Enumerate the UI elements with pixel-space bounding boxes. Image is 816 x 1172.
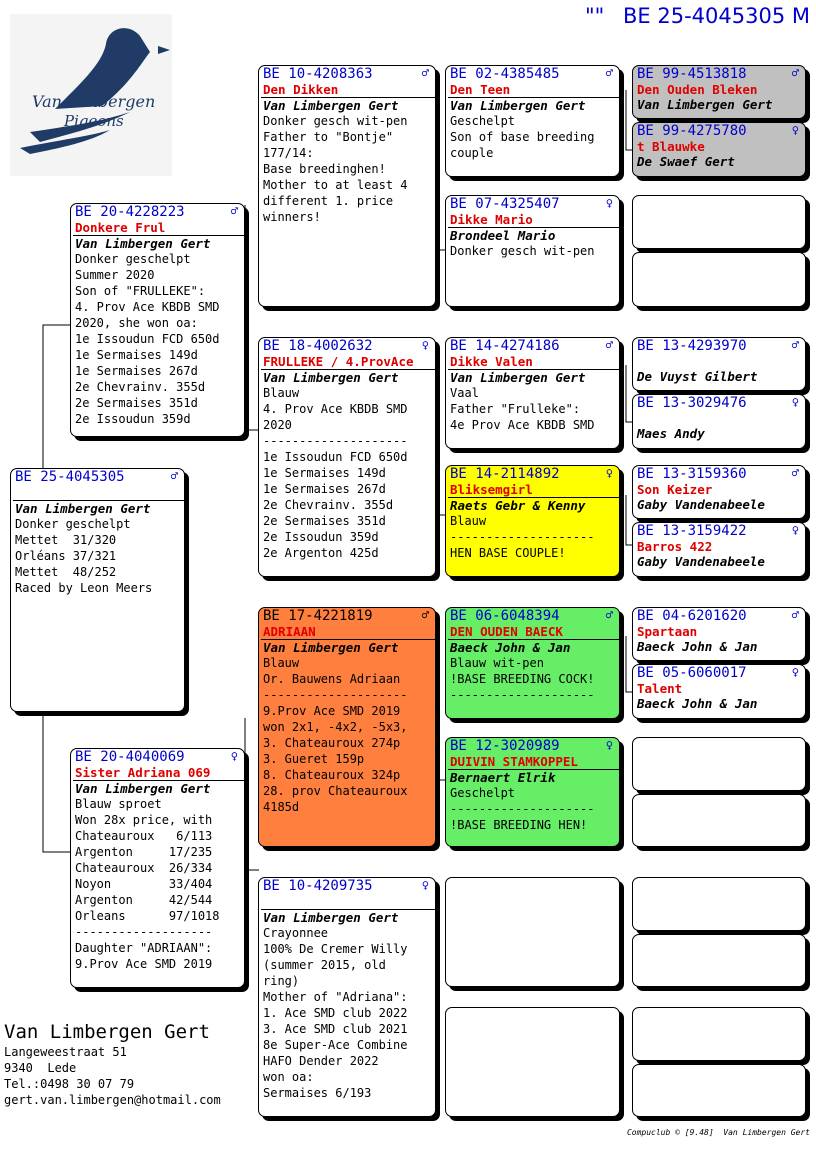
bird-owner: Bernaert Elrik (450, 770, 556, 785)
female-icon: ♀ (605, 466, 613, 480)
bird-name: Barros 422 (637, 539, 713, 554)
bird-ring: BE 07-4325407 ♀ (450, 196, 613, 212)
bird-card-empty (632, 1007, 806, 1061)
bird-card-empty (445, 877, 620, 987)
bird-owner: Van Limbergen Gert (450, 370, 586, 385)
bird-card-g5[interactable] (632, 337, 806, 391)
bird-owner: Gaby Vandenabeele (637, 554, 765, 569)
bird-name: ADRIAAN (263, 624, 316, 639)
bird-name: Son Keizer (637, 482, 713, 497)
bird-name (11, 486, 184, 500)
bird-card-g8[interactable] (632, 522, 806, 577)
bird-ring: BE 06-6048394 ♂ (450, 608, 613, 624)
male-icon: ♂ (230, 204, 238, 218)
logo-text-1: Van Limbergen (32, 92, 156, 111)
bird-name: DUIVIN STAMKOPPEL (450, 754, 578, 769)
bird-owner: Gaby Vandenabeele (637, 497, 765, 512)
bird-card-g10[interactable] (632, 664, 806, 719)
bird-owner: Van Limbergen Gert (263, 910, 399, 925)
bird-owner: Van Limbergen Gert (75, 781, 211, 796)
bird-owner: Baeck John & Jan (637, 696, 758, 711)
bird-card-g1[interactable] (632, 65, 806, 119)
bird-notes: Blauw wit-pen !BASE BREEDING COCK! -------------------- (450, 656, 595, 702)
bird-notes: Blauw sproet Won 28x price, with Chateauroux 6/113 Argenton 17/235 Chateauroux 26/334 Noyon 33/404 Argenton 42/544 Orleans 97/1018 ------------------- Daughter "ADRIAAN": 9.Prov Ace SMD 2019 (75, 797, 220, 971)
bird-name: Bliksemgirl (450, 482, 533, 497)
male-icon: ♂ (605, 608, 613, 622)
bird-card-mother[interactable] (70, 748, 245, 988)
bird-card-g2[interactable] (632, 122, 806, 177)
bird-name (633, 412, 805, 426)
bird-name: Donkere Frul (75, 220, 166, 235)
bird-owner: Van Limbergen Gert (450, 98, 586, 113)
bird-owner: Van Limbergen Gert (637, 97, 773, 112)
bird-owner: Baeck John & Jan (637, 639, 758, 654)
female-icon: ♀ (791, 123, 799, 137)
bird-ring: BE 13-4293970 ♂ (637, 338, 799, 354)
header-quote: "" (585, 4, 605, 28)
logo (10, 14, 172, 176)
bird-card-ff[interactable] (258, 65, 436, 307)
logo-text-2: Pigeons (64, 112, 124, 130)
bird-name: Talent (637, 681, 683, 696)
bird-name: Sister Adriana 069 (75, 765, 211, 780)
footer-credit: Compuclub © [9.48] Van Limbergen Gert (626, 1128, 810, 1137)
breeder-email[interactable]: gert.van.limbergen@hotmail.com (4, 1093, 221, 1107)
bird-name: t Blauwke (637, 139, 705, 154)
bird-card-g6[interactable] (632, 394, 806, 449)
bird-ring: BE 99-4513818 ♂ (637, 66, 799, 82)
bird-notes: Crayonnee 100% De Cremer Willy (summer 2015, old ring) Mother of "Adriana": 1. Ace SMD club 2022 3. Ace SMD club 2021 8e Super-Ace Combine HAFO Dender 2022 won oa: Sermaises 6/193 (263, 926, 408, 1100)
bird-name: Dikke Valen (450, 354, 533, 369)
bird-ring: BE 25-4045305 ♂ (15, 469, 178, 485)
female-icon: ♀ (421, 878, 429, 892)
bird-owner: Van Limbergen Gert (263, 640, 399, 655)
bird-name: FRULLEKE / 4.ProvAce (263, 354, 414, 369)
bird-card-mff[interactable] (445, 607, 620, 719)
bird-card-empty (632, 195, 806, 249)
bird-owner: Maes Andy (637, 426, 705, 441)
bird-ring: BE 10-4209735 ♀ (263, 878, 429, 894)
bird-name: Den Ouden Bleken (637, 82, 758, 97)
male-icon: ♂ (791, 466, 799, 480)
bird-card-empty (632, 737, 806, 791)
bird-notes: Geschelpt Son of base breeding couple (450, 114, 595, 160)
male-icon: ♂ (605, 338, 613, 352)
bird-owner: Raets Gebr & Kenny (450, 498, 586, 513)
bird-name (633, 355, 805, 369)
breeder-name: Van Limbergen Gert (4, 1021, 210, 1043)
bird-card-empty (632, 934, 806, 987)
bird-notes: Blauw 4. Prov Ace KBDB SMD 2020 -------------------- 1e Issoudun FCD 650d 1e Sermaises 149d 1e Sermaises 267d 2e Chevrainv. 355d 2e Sermaises 351d 2e Issoudun 359d 2e Argenton 425d (263, 386, 408, 560)
bird-owner: Van Limbergen Gert (263, 98, 399, 113)
bird-name (259, 895, 435, 909)
bird-ring: BE 13-3159360 ♂ (637, 466, 799, 482)
bird-card-empty (632, 794, 806, 847)
bird-card-empty (632, 252, 806, 307)
male-icon: ♂ (605, 66, 613, 80)
bird-ring: BE 17-4221819 ♂ (263, 608, 429, 624)
bird-owner: Van Limbergen Gert (75, 236, 211, 251)
bird-notes: Donker gesch wit-pen (450, 244, 595, 258)
breeder-city: 9340 Lede (4, 1061, 77, 1075)
female-icon: ♀ (791, 395, 799, 409)
breeder-info (4, 1020, 221, 1108)
bird-card-fmm[interactable] (445, 465, 620, 577)
male-icon: ♂ (421, 608, 429, 622)
bird-ring: BE 99-4275780 ♀ (637, 123, 799, 139)
bird-ring: BE 10-4208363 ♂ (263, 66, 429, 82)
bird-card-mf[interactable] (258, 607, 436, 847)
bird-ring: BE 04-6201620 ♂ (637, 608, 799, 624)
female-icon: ♀ (605, 738, 613, 752)
bird-notes: Donker geschelpt Summer 2020 Son of "FRULLEKE": 4. Prov Ace KBDB SMD 2020, she won oa: 1e Issoudun FCD 650d 1e Sermaises 149d 1e Sermaises 267d 2e Chevrainv. 355d 2e Sermaises 351d 2e Issoudun 359d (75, 252, 220, 426)
breeder-street: Langeweestraat 51 (4, 1045, 127, 1059)
bird-owner: De Swaef Gert (637, 154, 735, 169)
bird-ring: BE 05-6060017 ♀ (637, 665, 799, 681)
bird-notes: Donker gesch wit-pen Father to "Bontje" 177/14: Base breedinghen! Mother to at least 4 different 1. price winners! (263, 114, 408, 224)
bird-name: Den Dikken (263, 82, 339, 97)
bird-card-fmf[interactable] (445, 337, 620, 449)
pedigree-header (585, 4, 810, 28)
bird-ring: BE 14-4274186 ♂ (450, 338, 613, 354)
bird-owner: Baeck John & Jan (450, 640, 571, 655)
bird-ring: BE 12-3020989 ♀ (450, 738, 613, 754)
female-icon: ♀ (791, 523, 799, 537)
bird-name: Den Teen (450, 82, 511, 97)
bird-card-mm[interactable] (258, 877, 436, 1117)
bird-card-g7[interactable] (632, 465, 806, 519)
bird-owner: Van Limbergen Gert (15, 501, 151, 516)
bird-name: Dikke Mario (450, 212, 533, 227)
bird-ring: BE 13-3029476 ♀ (637, 395, 799, 411)
bird-card-empty (632, 1064, 806, 1117)
bird-ring: BE 14-2114892 ♀ (450, 466, 613, 482)
bird-owner: Brondeel Mario (450, 228, 556, 243)
bird-notes: Geschelpt -------------------- !BASE BREEDING HEN! (450, 786, 595, 832)
bird-card-father[interactable] (70, 203, 245, 437)
bird-card-empty (632, 877, 806, 931)
bird-notes: Blauw -------------------- HEN BASE COUPLE! (450, 514, 595, 560)
bird-card-main[interactable] (10, 468, 185, 712)
bird-ring: BE 18-4002632 ♀ (263, 338, 429, 354)
male-icon: ♂ (791, 608, 799, 622)
male-icon: ♂ (791, 66, 799, 80)
bird-ring: BE 13-3159422 ♀ (637, 523, 799, 539)
male-icon: ♂ (421, 66, 429, 80)
bird-notes: Vaal Father "Frulleke": 4e Prov Ace KBDB SMD (450, 386, 595, 432)
bird-ring: BE 20-4228223 ♂ (75, 204, 238, 220)
bird-owner: Van Limbergen Gert (263, 370, 399, 385)
female-icon: ♀ (605, 196, 613, 210)
male-icon: ♂ (791, 338, 799, 352)
bird-notes: Donker geschelpt Mettet 31/320 Orléans 37/321 Mettet 48/252 Raced by Leon Meers (15, 517, 153, 595)
bird-ring: BE 20-4040069 ♀ (75, 749, 238, 765)
female-icon: ♀ (791, 665, 799, 679)
bird-name: Spartaan (637, 624, 698, 639)
bird-card-fm[interactable] (258, 337, 436, 577)
bird-card-fff[interactable] (445, 65, 620, 177)
female-icon: ♀ (421, 338, 429, 352)
bird-card-g9[interactable] (632, 607, 806, 661)
female-icon: ♀ (230, 749, 238, 763)
bird-owner: De Vuyst Gilbert (637, 369, 758, 384)
bird-card-ffm[interactable] (445, 195, 620, 307)
header-ring: BE 25-4045305 M (623, 4, 810, 28)
bird-card-empty (445, 1007, 620, 1117)
bird-card-mfm[interactable] (445, 737, 620, 847)
bird-ring: BE 02-4385485 ♂ (450, 66, 613, 82)
breeder-tel: Tel.:0498 30 07 79 (4, 1077, 135, 1091)
bird-notes: Blauw Or. Bauwens Adriaan -------------------- 9.Prov Ace SMD 2019 won 2x1, -4x2, -5x3, 3. Chateauroux 274p 3. Gueret 159p 8. Chateauroux 324p 28. prov Chateauroux 4185d (263, 656, 408, 814)
male-icon: ♂ (170, 469, 178, 483)
bird-name: DEN OUDEN BAECK (450, 624, 563, 639)
